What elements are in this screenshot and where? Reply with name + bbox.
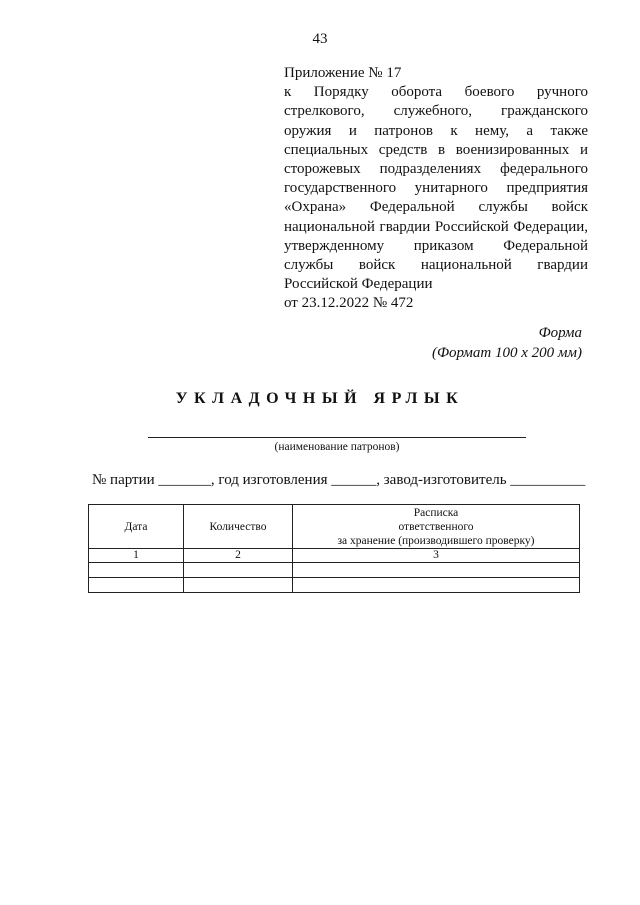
appendix-line: «Охрана» Федеральной службы войск bbox=[284, 199, 588, 216]
header-signature-line: ответственного bbox=[398, 521, 474, 533]
table-header-row bbox=[89, 505, 580, 549]
table-cell[interactable] bbox=[184, 578, 293, 593]
cartridge-name-line bbox=[148, 437, 526, 438]
table-cell[interactable] bbox=[293, 563, 580, 578]
appendix-title: Приложение № 17 bbox=[284, 65, 402, 81]
appendix-block bbox=[284, 64, 588, 314]
table-row bbox=[89, 578, 580, 593]
receipt-table bbox=[88, 504, 580, 593]
appendix-line: национальной гвардии Российской Федерации, bbox=[284, 218, 588, 235]
header-date: Дата bbox=[89, 505, 184, 549]
column-number: 1 bbox=[89, 549, 184, 563]
table-cell[interactable] bbox=[184, 563, 293, 578]
form-format: (Формат 100 x 200 мм) bbox=[431, 344, 582, 361]
form-note bbox=[432, 324, 582, 363]
table-number-row bbox=[89, 549, 580, 563]
appendix-line: к Порядку оборота боевого ручного bbox=[284, 84, 588, 101]
column-number: 2 bbox=[184, 549, 293, 563]
appendix-line: утвержденному приказом Федеральной bbox=[284, 237, 588, 254]
cartridge-name-caption: (наименование патронов) bbox=[274, 441, 400, 453]
column-number: 3 bbox=[293, 549, 580, 563]
appendix-line: государственного унитарного предприятия bbox=[284, 180, 588, 197]
table-cell[interactable] bbox=[89, 578, 184, 593]
header-quantity: Количество bbox=[184, 505, 293, 549]
appendix-order-date: от 23.12.2022 № 472 bbox=[284, 295, 414, 312]
appendix-line: оружия и патронов к нему, а также bbox=[284, 122, 588, 139]
party-line: № партии _______, год изготовления ______, завод-изготовитель __________ bbox=[92, 472, 586, 488]
appendix-line: специальных средств в военизированных и bbox=[284, 141, 588, 158]
document-heading: УКЛАДОЧНЫЙ ЯРЛЫК bbox=[175, 390, 465, 407]
page-number: 43 bbox=[312, 31, 328, 47]
table-row bbox=[89, 563, 580, 578]
appendix-line: стрелкового, служебного, гражданского bbox=[284, 103, 588, 120]
table-cell[interactable] bbox=[293, 578, 580, 593]
appendix-line: Российской Федерации bbox=[284, 276, 433, 293]
form-label: Форма bbox=[538, 325, 582, 341]
table-cell[interactable] bbox=[89, 563, 184, 578]
header-signature-line: за хранение (производившего проверку) bbox=[337, 535, 535, 547]
header-signature-line: Расписка bbox=[413, 507, 459, 519]
appendix-line: сторожевых подразделениях федерального bbox=[284, 161, 588, 178]
header-signature bbox=[293, 505, 580, 549]
appendix-line: службы войск национальной гвардии bbox=[284, 257, 588, 274]
